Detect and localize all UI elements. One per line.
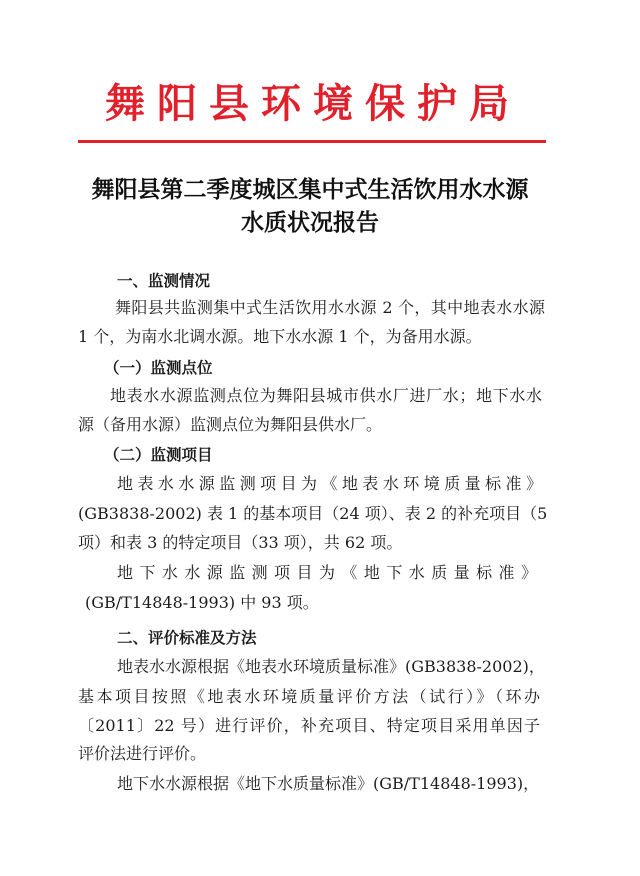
subsection-2-para-1-line-3: 项）和表 3 的特定项目（33 项），共 62 项。 bbox=[78, 533, 403, 552]
section-1-paragraph-line-2: 1 个，为南水北调水源。地下水水源 1 个，为备用水源。 bbox=[78, 327, 482, 346]
subsection-2-para-1-line-1: 地表水水源监测项目为《地表水环境质量标准》 bbox=[117, 474, 542, 493]
section-2-heading: 二、评价标准及方法 bbox=[117, 629, 257, 647]
subsection-2-para-2-line-2: (GB/T14848-1993) 中 93 项。 bbox=[85, 593, 319, 612]
section-2-para-1-line-1: 地表水水源根据《地表水环境质量标准》(GB3838-2002)， bbox=[117, 657, 545, 676]
document-title bbox=[70, 173, 550, 239]
title-line-2: 水质状况报告 bbox=[241, 209, 379, 236]
subsection-2-heading: （二）监测项目 bbox=[104, 446, 213, 464]
section-2-para-1-line-4: 评价法进行评价。 bbox=[78, 744, 207, 763]
letterhead-org-name: 舞阳县环境保护局 bbox=[105, 80, 521, 127]
section-1-paragraph-line-1: 舞阳县共监测集中式生活饮用水水源 2 个，其中地表水水源 bbox=[115, 298, 545, 317]
subsection-1-line-1: 地表水水源监测点位为舞阳县城市供水厂进厂水；地下水水 bbox=[110, 386, 542, 405]
subsection-1-line-2: 源（备用水源）监测点位为舞阳县供水厂。 bbox=[78, 415, 383, 434]
subsection-1-heading: （一）监测点位 bbox=[104, 359, 213, 377]
section-2-para-1-line-3: 〔2011〕22 号）进行评价，补充项目、特定项目采用单因子 bbox=[78, 716, 540, 735]
section-1-heading: 一、监测情况 bbox=[117, 272, 211, 290]
section-2-para-2-line-1: 地下水水源根据《地下水质量标准》(GB/T14848-1993)， bbox=[117, 774, 540, 793]
subsection-2-para-2-line-1: 地下水水源监测项目为《地下水质量标准》 bbox=[117, 563, 537, 582]
section-2-para-1-line-2: 基本项目按照《地表水环境质量评价方法（试行）》（环办 bbox=[78, 687, 540, 706]
letterhead-red-rule bbox=[78, 140, 546, 143]
title-line-1: 舞阳县第二季度城区集中式生活饮用水水源 bbox=[91, 176, 529, 203]
subsection-2-para-1-line-2: (GB3838-2002) 表 1 的基本项目（24 项）、表 2 的补充项目（5 bbox=[78, 504, 548, 523]
